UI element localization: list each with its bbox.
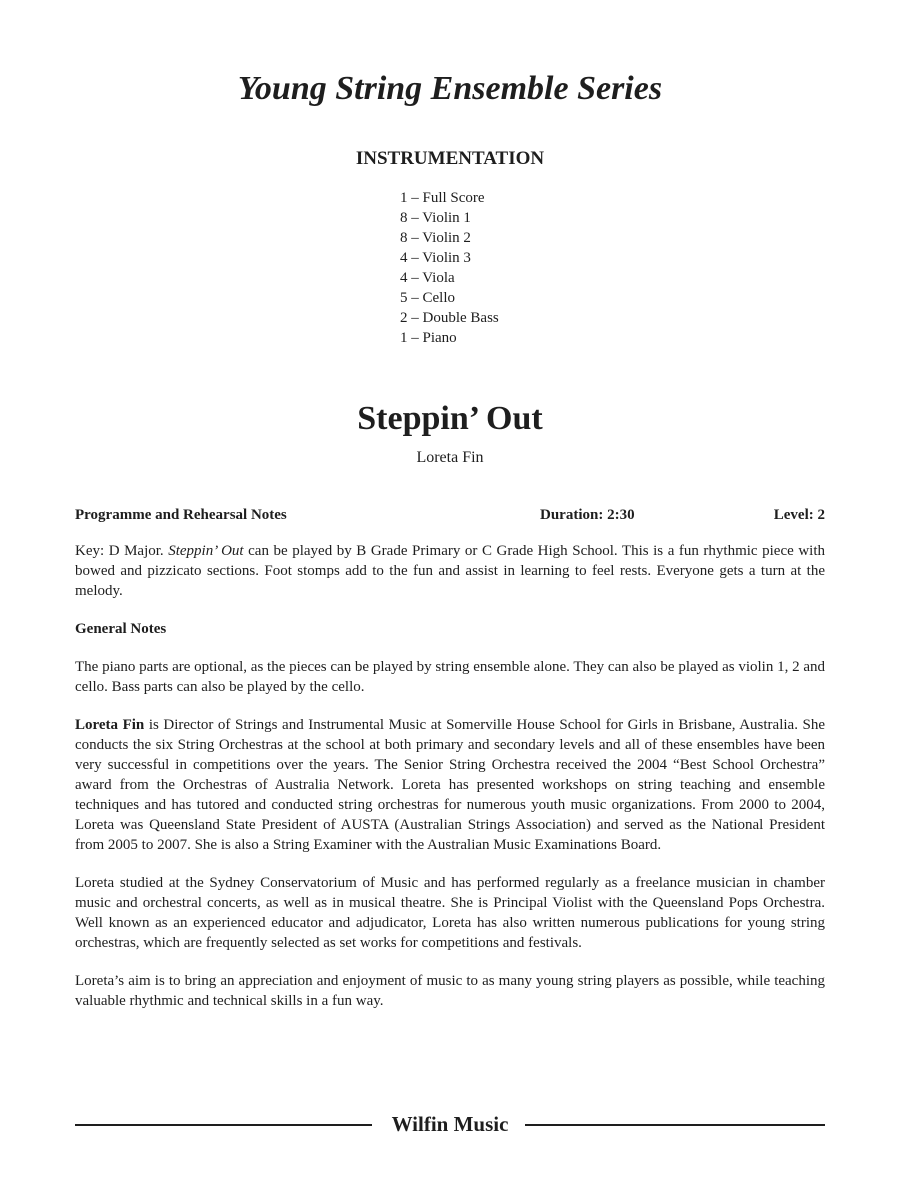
instrumentation-list [400, 188, 499, 348]
instrumentation-item: 2 – Double Bass [400, 310, 499, 326]
instrumentation-item: 5 – Cello [400, 290, 455, 306]
level-label: Level: 2 [773, 507, 825, 523]
intro-text: can be played by B Grade Primary or C Grade High School. This is a fun rhythmic piece with bowed and pizzicato sections. Foot stomps add to the fun and assist in learning to feel rests. Everyone gets a turn at the melody. [75, 543, 825, 599]
aim-paragraph: Loreta’s aim is to bring an appreciation and enjoyment of music to as many young string players as possible, while teaching valuable rhythmic and technical skills in a fun way. [75, 973, 825, 1009]
footer-rule-right [525, 1124, 825, 1126]
instrumentation-heading: INSTRUMENTATION [355, 148, 545, 169]
intro-paragraph [75, 541, 825, 601]
instrumentation-item: 8 – Violin 2 [400, 230, 471, 246]
bio-name: Loreta Fin [75, 717, 145, 733]
general-notes-heading: General Notes [75, 621, 167, 637]
instrumentation-item: 8 – Violin 1 [400, 210, 471, 226]
programme-notes-label: Programme and Rehearsal Notes [75, 507, 287, 523]
notes-info-bar [75, 507, 825, 527]
instrumentation-item: 1 – Piano [400, 330, 457, 346]
publisher-name: Wilfin Music [391, 1112, 509, 1136]
studies-paragraph: Loreta studied at the Sydney Conservatorium of Music and has performed regularly as a freelance musician in chamber music and orchestral concerts, as well as in musical theatre. She is Principal Violist with the Queensland Pops Orchestra. Well known as an experienced educator and adjudicator, Loreta has also written numerous publications for young string orchestras, which are frequently selected as set works for competitions and festivals. [75, 875, 825, 951]
series-title: Young String Ensemble Series [237, 70, 663, 107]
bio-text: is Director of Strings and Instrumental Music at Somerville House School for Girls in Brisbane, Australia. She conducts the six String Orchestras at the school at both primary and secondary levels and all of these ensembles have been very successful in competitions over the years. The Senior String Orchestra received the 2004 “Best School Orchestra” award from the Orchestras of Australia Network. Loreta has presented workshops on string teaching and ensemble techniques and has tutored and conducted string orchestras for numerous youth music organizations. From 2000 to 2004, Loreta was Queensland State President of AUSTA (Australian Strings Association) and served as the National President from 2005 to 2007. She is also a String Examiner with the Australian Music Examinations Board. [75, 717, 825, 853]
general-notes-paragraph: The piano parts are optional, as the pieces can be played by string ensemble alone. They can also be played as violin 1, 2 and cello. Bass parts can also be played by the cello. [75, 659, 825, 695]
duration-label: Duration: 2:30 [540, 507, 635, 523]
instrumentation-item: 4 – Violin 3 [400, 250, 471, 266]
bio-paragraph [75, 715, 825, 855]
notes-content [75, 541, 825, 1029]
intro-piece-title: Steppin’ Out [168, 543, 244, 559]
footer-rule-left [75, 1124, 372, 1126]
piece-title: Steppin’ Out [357, 400, 543, 437]
intro-key: Key: D Major. [75, 543, 169, 559]
instrumentation-item: 1 – Full Score [400, 190, 485, 206]
footer [75, 1112, 825, 1136]
composer-name: Loreta Fin [416, 449, 484, 466]
instrumentation-item: 4 – Viola [400, 270, 455, 286]
